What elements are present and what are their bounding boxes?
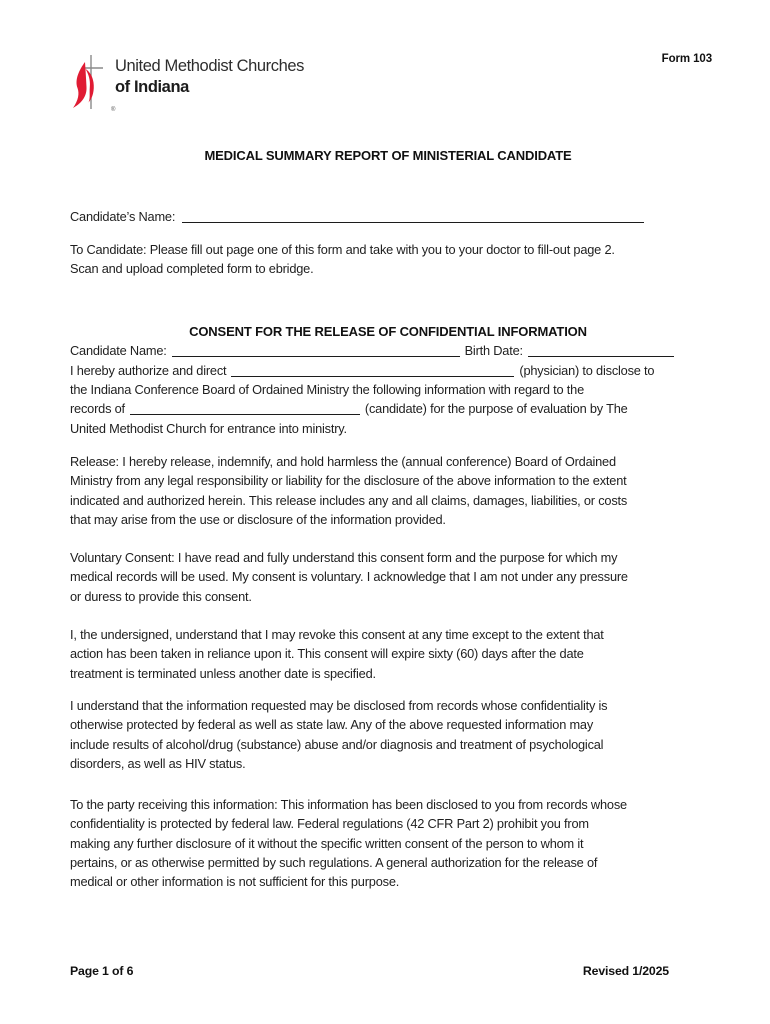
authorize-prefix: I hereby authorize and direct (70, 362, 227, 378)
umc-logo (70, 53, 304, 113)
instructions-paragraph (70, 240, 706, 279)
candidate-name-row (70, 207, 706, 226)
disclosure-scope-paragraph (70, 696, 706, 773)
candidate-name-label: Candidate’s Name: (70, 209, 176, 225)
consent-name-row (70, 341, 706, 360)
consent-candidate-name-label: Candidate Name: (70, 343, 167, 359)
authorize-row (70, 361, 706, 380)
records-prefix: records of (70, 401, 125, 417)
text-line: I understand that the information requested may be disclosed from records whose confidentiality is (70, 697, 608, 713)
records-candidate-field[interactable] (130, 402, 360, 415)
page-indicator: Page 1 of 6 (70, 964, 134, 978)
birth-date-label: Birth Date: (464, 343, 523, 359)
consent-section-heading: CONSENT FOR THE RELEASE OF CONFIDENTIAL INFORMATION (189, 324, 587, 340)
form-number: Form 103 (661, 53, 712, 65)
text-line: Ministry from any legal responsibility or liability for the disclosure of the above information to the extent (70, 473, 627, 489)
text-line: indicated and authorized herein. This release includes any and all claims, damages, liabilities, or costs (70, 492, 628, 508)
text-line: include results of alcohol/drug (substance) abuse and/or diagnosis and treatment of psychological (70, 736, 604, 752)
authorize-suffix: (physician) to disclose to (519, 362, 655, 378)
registered-trademark: ® (111, 107, 116, 113)
logo-region: of Indiana (115, 78, 189, 96)
text-line: that may arise from the use or disclosure of the information provided. (70, 511, 446, 527)
text-line: disorders, as well as HIV status. (70, 755, 246, 771)
text-line: Scan and upload completed form to ebridge. (70, 260, 314, 276)
consent-block (70, 341, 706, 437)
text-line: medical records will be used. My consent is voluntary. I acknowledge that I am not under any pressure (70, 569, 628, 585)
text-line: making any further disclosure of it without the specific written consent of the person to whom it (70, 835, 584, 851)
records-row (70, 399, 706, 418)
consent-line3: the Indiana Conference Board of Ordained Ministry the following information with regard to the (70, 382, 584, 398)
text-line: Voluntary Consent: I have read and fully understand this consent form and the purpose for which my (70, 550, 618, 566)
text-line: confidentiality is protected by federal law. Federal regulations (42 CFR Part 2) prohibit you from (70, 816, 589, 832)
voluntary-consent-paragraph (70, 548, 706, 606)
text-line: or duress to provide this consent. (70, 588, 252, 604)
candidate-name-field[interactable] (182, 210, 644, 223)
text-line: I, the undersigned, understand that I may revoke this consent at any time except to the extent that (70, 627, 604, 643)
text-line: otherwise protected by federal as well as state law. Any of the above requested information may (70, 717, 594, 733)
text-line: Release: I hereby release, indemnify, and hold harmless the (annual conference) Board of Ordained (70, 453, 616, 469)
physician-field[interactable] (231, 364, 514, 377)
records-suffix: (candidate) for the purpose of evaluation by The (364, 401, 628, 417)
cross-and-flame-icon (70, 53, 104, 113)
page-header (70, 48, 712, 113)
page-footer (70, 962, 669, 981)
logo-text (115, 56, 304, 98)
text-line: treatment is terminated unless another date is specified. (70, 665, 376, 681)
text-line: To Candidate: Please fill out page one of this form and take with you to your doctor to fill-out page 2. (70, 241, 615, 257)
birth-date-field[interactable] (528, 344, 674, 357)
document-title: MEDICAL SUMMARY REPORT OF MINISTERIAL CANDIDATE (204, 148, 572, 163)
text-line: medical or other information is not sufficient for this purpose. (70, 874, 400, 890)
consent-line5: United Methodist Church for entrance into ministry. (70, 420, 347, 436)
text-line: action has been taken in reliance upon it. This consent will expire sixty (60) days after the date (70, 646, 584, 662)
text-line: To the party receiving this information: This information has been disclosed to you from records whose (70, 797, 627, 813)
consent-candidate-name-field[interactable] (172, 344, 460, 357)
party-notice-paragraph (70, 795, 706, 891)
release-paragraph (70, 452, 706, 529)
logo-org-name: United Methodist Churches (115, 57, 305, 75)
text-line: pertains, or as otherwise permitted by such regulations. A general authorization for the release of (70, 855, 598, 871)
revocation-paragraph (70, 625, 706, 683)
revised-date: Revised 1/2025 (582, 964, 669, 978)
